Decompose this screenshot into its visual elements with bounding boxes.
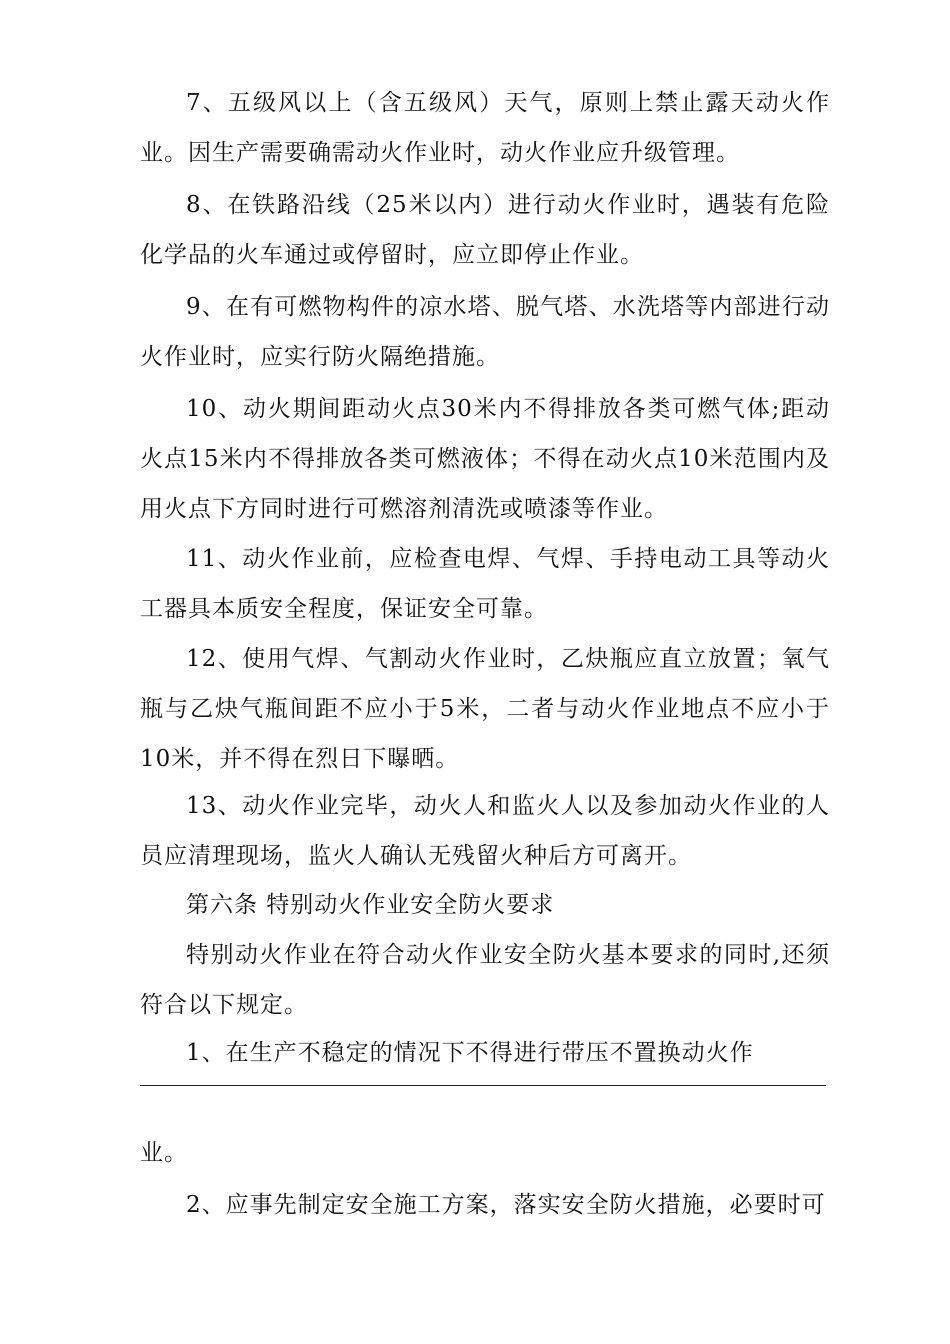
paragraph-item-13: 13、动火作业完毕，动火人和监火人以及参加动火作业的人员应清理现场，监火人确认无残留火种后方可离开。 [140, 793, 830, 869]
paragraph-item-11: 11、动火作业前，应检查电焊、气焊、手持电动工具等动火工器具本质安全程度，保证安全可靠。 [140, 546, 830, 622]
continuation-text: 业。 [140, 1140, 188, 1166]
article-heading: 第六条 特别动火作业安全防火要求 [186, 892, 555, 918]
paragraph-item-12: 12、使用气焊、气割动火作业时，乙炔瓶应直立放置；氧气瓶与乙炔气瓶间距不应小于5米，二者与动火作业地点不应小于10米，并不得在烈日下曝晒。 [140, 646, 830, 772]
paragraph-item-7: 7、五级风以上（含五级风）天气，原则上禁止露天动火作业。因生产需要确需动火作业时，动火作业应升级管理。 [140, 90, 830, 166]
special-requirement-1: 1、在生产不稳定的情况下不得进行带压不置换动火作 [186, 1040, 754, 1066]
paragraph-item-9: 9、在有可燃物构件的凉水塔、脱气塔、水洗塔等内部进行动火作业时，应实行防火隔绝措施。 [140, 294, 830, 370]
special-requirement-2: 2、应事先制定安全施工方案，落实安全防火措施，必要时可 [186, 1192, 826, 1218]
article-intro: 特别动火作业在符合动火作业安全防火基本要求的同时,还须符合以下规定。 [140, 942, 830, 1018]
paragraph-item-10: 10、动火期间距动火点30米内不得排放各类可燃气体;距动火点15米内不得排放各类可燃液体；不得在动火点10米范围内及用火点下方同时进行可燃溶剂清洗或喷漆等作业。 [140, 396, 830, 522]
page-break-divider [140, 1085, 826, 1086]
paragraph-item-8: 8、在铁路沿线（25米以内）进行动火作业时，遇装有危险化学品的火车通过或停留时，应立即停止作业。 [140, 192, 830, 268]
